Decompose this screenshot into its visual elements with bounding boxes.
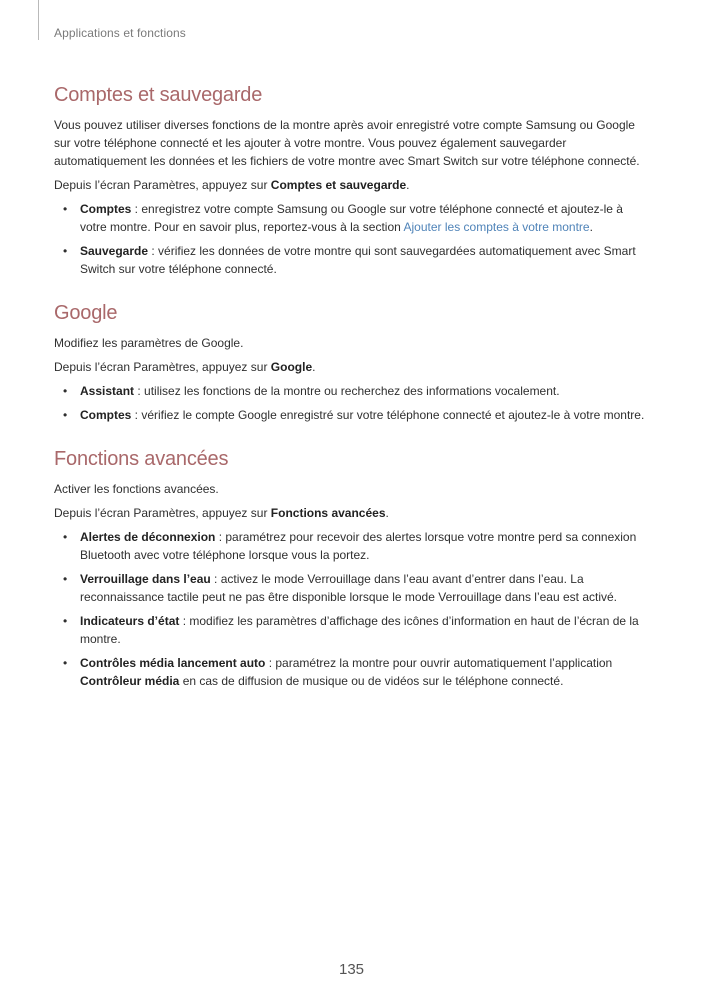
menu-path: Google [270,360,313,374]
item-term: Verrouillage dans l’eau [80,572,211,586]
menu-path: Fonctions avancées [270,506,386,520]
section-title: Google [54,302,118,324]
section-google [54,300,650,424]
item-text: : utilisez les fonctions de la montre ou recherchez des informations vocalement. [134,384,560,398]
bullet-list [54,528,650,690]
bullet-icon: • [63,202,68,216]
bullet-list [54,382,650,424]
item-term: Sauvegarde [80,244,149,258]
item-term: Comptes [80,408,132,422]
list-item [54,406,650,424]
item-text-end: . [589,220,593,234]
menu-path: Comptes et sauvegarde [270,178,407,192]
instruction-suffix: . [312,360,316,374]
item-text-end: en cas de diffusion de musique ou de vidéos sur le téléphone connecté. [179,674,564,688]
page-number: 135 [338,961,365,978]
instruction-prefix: Depuis l’écran Paramètres, appuyez sur [54,178,271,192]
section-comptes-et-sauvegarde [54,82,650,278]
bullet-icon: • [63,572,68,586]
section-intro: Activer les fonctions avancées. [54,482,219,496]
instruction [54,176,650,194]
bullet-icon: • [63,408,68,422]
section-fonctions-avancees [54,446,650,690]
item-term: Contrôles média lancement auto [80,656,266,670]
item-term: Assistant [80,384,135,398]
instruction [54,358,650,376]
bullet-icon: • [63,530,68,544]
cross-reference-link[interactable]: Ajouter les comptes à votre montre [403,220,590,234]
list-item [54,570,650,606]
item-text: : paramétrez la montre pour ouvrir automatiquement l’application [265,656,613,670]
item-term-app: Contrôleur média [80,674,180,688]
list-item [54,612,650,648]
item-term: Alertes de déconnexion [80,530,216,544]
section-intro: Vous pouvez utiliser diverses fonctions de la montre après avoir enregistré votre compte Samsung ou Google sur votre téléphone connecté et les ajouter à votre montre. Vous pouvez également sauvegarder automatiquement les données et les fichiers de votre montre avec Smart Switch sur votre téléphone connecté. [54,118,640,168]
item-term: Comptes [80,202,132,216]
section-title: Comptes et sauvegarde [54,84,263,106]
bullet-icon: • [63,384,68,398]
bullet-icon: • [63,244,68,258]
instruction [54,504,650,522]
section-title: Fonctions avancées [54,448,229,470]
instruction-suffix: . [406,178,410,192]
list-item [54,382,650,400]
item-text: : vérifiez les données de votre montre qui sont sauvegardées automatiquement avec Smart Switch sur votre téléphone connecté. [80,244,636,276]
section-intro: Modifiez les paramètres de Google. [54,336,244,350]
item-text: : enregistrez votre compte Samsung ou Google sur votre téléphone connecté et ajoutez-le à votre montre. Pour en savoir plus, reportez-vous à la section [80,202,623,234]
page-content [54,82,650,696]
instruction-prefix: Depuis l’écran Paramètres, appuyez sur [54,360,271,374]
instruction-prefix: Depuis l’écran Paramètres, appuyez sur [54,506,271,520]
bullet-list [54,200,650,278]
bullet-icon: • [63,614,68,628]
margin-rule [38,0,39,40]
running-head: Applications et fonctions [54,26,186,40]
instruction-suffix: . [385,506,389,520]
item-text: : vérifiez le compte Google enregistré sur votre téléphone connecté et ajoutez-le à votre montre. [131,408,645,422]
list-item [54,528,650,564]
bullet-icon: • [63,656,68,670]
list-item [54,654,650,690]
item-text: : activez le mode Verrouillage dans l’eau avant d’entrer dans l’eau. La reconnaissance tactile peut ne pas être disponible lorsque le mode Verrouillage dans l’eau est activé. [80,572,617,604]
item-text: : paramétrez pour recevoir des alertes lorsque votre montre perd sa connexion Bluetooth avec votre téléphone lorsque vous la portez. [80,530,637,562]
item-term: Indicateurs d’état [80,614,180,628]
list-item [54,242,650,278]
list-item [54,200,650,236]
item-text: : modifiez les paramètres d’affichage des icônes d’information en haut de l’écran de la montre. [80,614,639,646]
